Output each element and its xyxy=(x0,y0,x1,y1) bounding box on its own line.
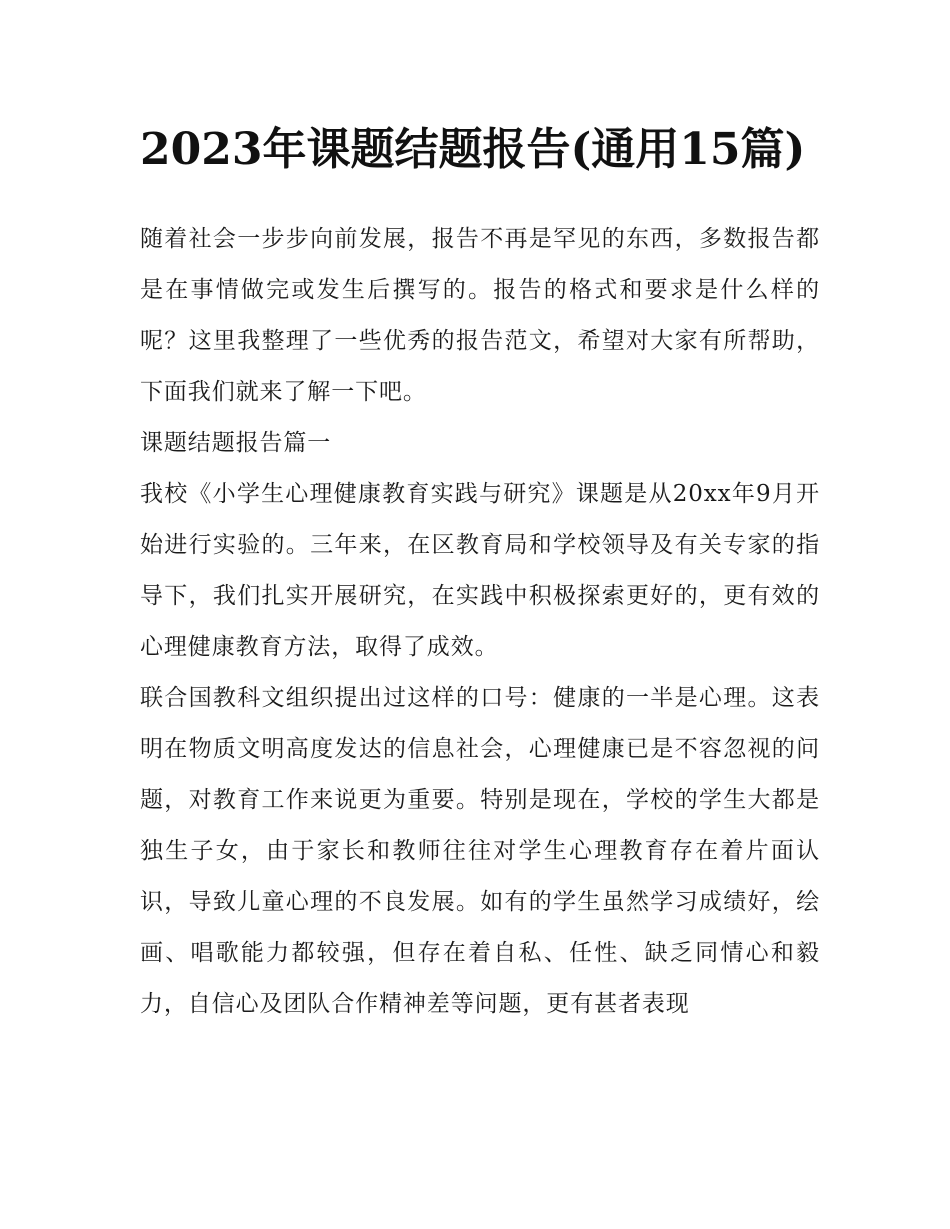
document-title: 2023年课题结题报告(通用15篇) xyxy=(140,124,806,175)
document-page xyxy=(140,112,820,1030)
document-body xyxy=(140,214,820,1030)
intro-paragraph: 随着社会一步步向前发展，报告不再是罕见的东西，多数报告都是在事情做完或发生后撰写的。报告的格式和要求是什么样的呢？这里我整理了一些优秀的报告范文，希望对大家有所帮助，下面我们就来了解一下吧。 xyxy=(140,226,820,405)
body-paragraph: 我校《小学生心理健康教育实践与研究》课题是从20xx年9月开始进行实验的。三年来，在区教育局和学校领导及有关专家的指导下，我们扎实开展研究，在实践中积极探索更好的，更有效的心理健康教育方法，取得了成效。 xyxy=(140,481,820,660)
section-heading: 课题结题报告篇一 xyxy=(140,430,332,456)
body-paragraph: 联合国教科文组织提出过这样的口号：健康的一半是心理。这表明在物质文明高度发达的信息社会，心理健康已是不容忽视的问题，对教育工作来说更为重要。特别是现在，学校的学生大都是独生子女，由于家长和教师往往对学生心理教育存在着片面认识，导致儿童心理的不良发展。如有的学生虽然学习成绩好，绘画、唱歌能力都较强，但存在着自私、任性、缺乏同情心和毅力，自信心及团队合作精神差等问题，更有甚者表现 xyxy=(140,685,820,1017)
